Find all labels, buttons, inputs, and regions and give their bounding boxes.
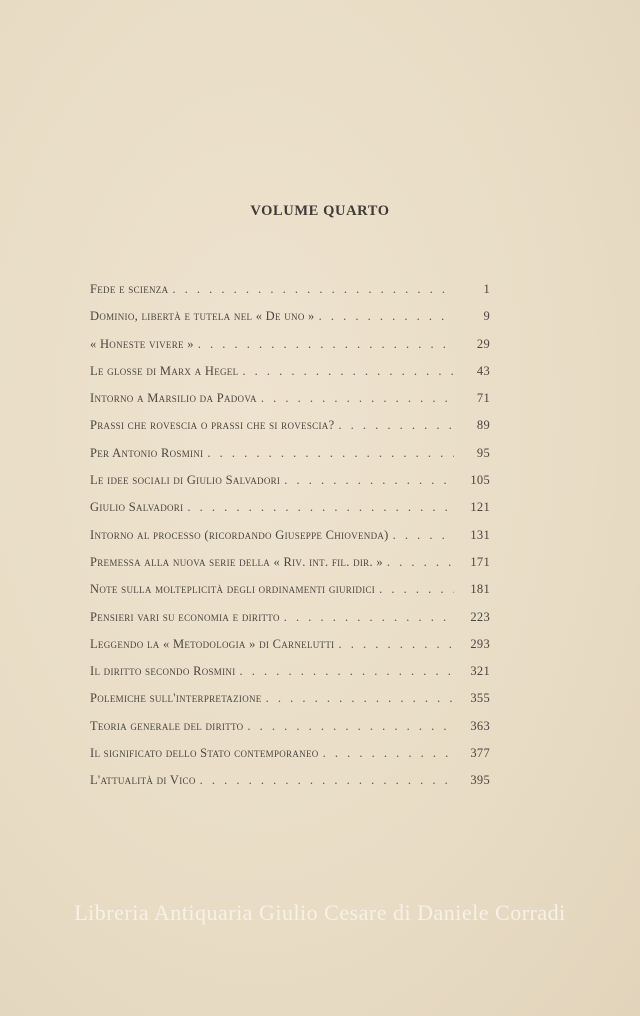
toc-entry-page: 395 (470, 773, 490, 788)
toc-entry-page: 355 (470, 691, 490, 706)
toc-entry (90, 282, 490, 309)
dot-leader (379, 582, 454, 597)
dot-leader (266, 691, 454, 706)
toc-entry (90, 473, 490, 500)
dot-leader (338, 418, 454, 433)
toc-entry-page: 121 (470, 500, 490, 515)
toc-entry-title: Fede e scienza (90, 282, 169, 296)
toc-entry-title: Pensieri vari su economia e diritto (90, 609, 280, 624)
toc-entry-title: Intorno al processo (ricordando Giuseppe Chiovenda) (90, 527, 389, 542)
toc-entry-page: 363 (470, 718, 490, 733)
toc-entry-page: 9 (483, 309, 490, 324)
table-of-contents (90, 282, 490, 801)
toc-entry (90, 337, 490, 364)
toc-entry-title: Le glosse di Marx a Hegel (90, 363, 239, 378)
dot-leader (242, 364, 454, 379)
toc-entry-page: 95 (476, 445, 490, 460)
toc-entry (90, 418, 490, 445)
toc-entry-title: Premessa alla nuova serie della « Riv. int. fil. dir. » (90, 554, 383, 569)
dot-leader (207, 446, 454, 461)
toc-entry (90, 773, 490, 800)
toc-entry-title: Note sulla molteplicità degli ordinamenti giuridici (90, 582, 376, 597)
toc-entry-page: 171 (470, 554, 490, 569)
toc-entry-title: Giulio Salvadori (90, 500, 184, 515)
toc-entry (90, 610, 490, 637)
toc-entry (90, 746, 490, 773)
dot-leader (247, 719, 454, 734)
toc-entry-title: Il significato dello Stato contemporaneo (90, 746, 319, 761)
toc-entry-title: Intorno a Marsilio da Padova (90, 391, 257, 406)
dot-leader (338, 637, 454, 652)
toc-entry-page: 43 (476, 363, 490, 378)
toc-entry-title: Leggendo la « Metodologia » di Carnelutti (90, 636, 335, 651)
dot-leader (198, 337, 454, 352)
toc-entry-page: 71 (476, 391, 490, 406)
toc-entry-page: 321 (470, 664, 490, 679)
toc-entry-page: 223 (470, 609, 490, 624)
toc-entry-title: Prassi che rovescia o prassi che si rovescia? (90, 418, 335, 433)
toc-entry-title: Le idee sociali di Giulio Salvadori (90, 473, 281, 488)
toc-entry (90, 637, 490, 664)
watermark: Libreria Antiquaria Giulio Cesare di Daniele Corradi (74, 900, 566, 925)
dot-leader (261, 391, 454, 406)
dot-leader (323, 746, 454, 761)
toc-entry-page: 293 (470, 636, 490, 651)
toc-entry-title: « Honeste vivere » (90, 336, 194, 351)
toc-entry-page: 1 (483, 282, 490, 296)
toc-entry (90, 691, 490, 718)
toc-entry-title: Teoria generale del diritto (90, 718, 244, 733)
toc-entry (90, 309, 490, 336)
toc-entry-page: 29 (476, 336, 490, 351)
toc-entry-page: 131 (470, 527, 490, 542)
dot-leader (284, 610, 454, 625)
toc-entry-page: 181 (470, 582, 490, 597)
dot-leader (393, 528, 454, 543)
toc-entry-page: 89 (476, 418, 490, 433)
toc-entry-title: Per Antonio Rosmini (90, 445, 204, 460)
toc-entry (90, 719, 490, 746)
toc-entry (90, 555, 490, 582)
toc-entry-title: L'attualità di Vico (90, 773, 196, 788)
toc-entry (90, 528, 490, 555)
dot-leader (387, 555, 454, 570)
dot-leader (240, 664, 454, 679)
toc-entry (90, 446, 490, 473)
toc-entry (90, 364, 490, 391)
toc-entry (90, 391, 490, 418)
toc-entry-title: Dominio, libertà e tutela nel « De uno » (90, 309, 315, 324)
volume-title: VOLUME QUARTO (250, 203, 390, 219)
toc-entry-title: Polemiche sull'interpretazione (90, 691, 262, 706)
dot-leader (187, 500, 454, 515)
dot-leader (319, 309, 454, 324)
toc-entry-page: 105 (470, 473, 490, 488)
toc-entry-page: 377 (470, 746, 490, 761)
toc-entry (90, 500, 490, 527)
toc-entry (90, 664, 490, 691)
dot-leader (284, 473, 454, 488)
toc-entry-title: Il diritto secondo Rosmini (90, 664, 236, 679)
toc-entry (90, 582, 490, 609)
dot-leader (200, 773, 454, 788)
dot-leader (172, 282, 454, 297)
